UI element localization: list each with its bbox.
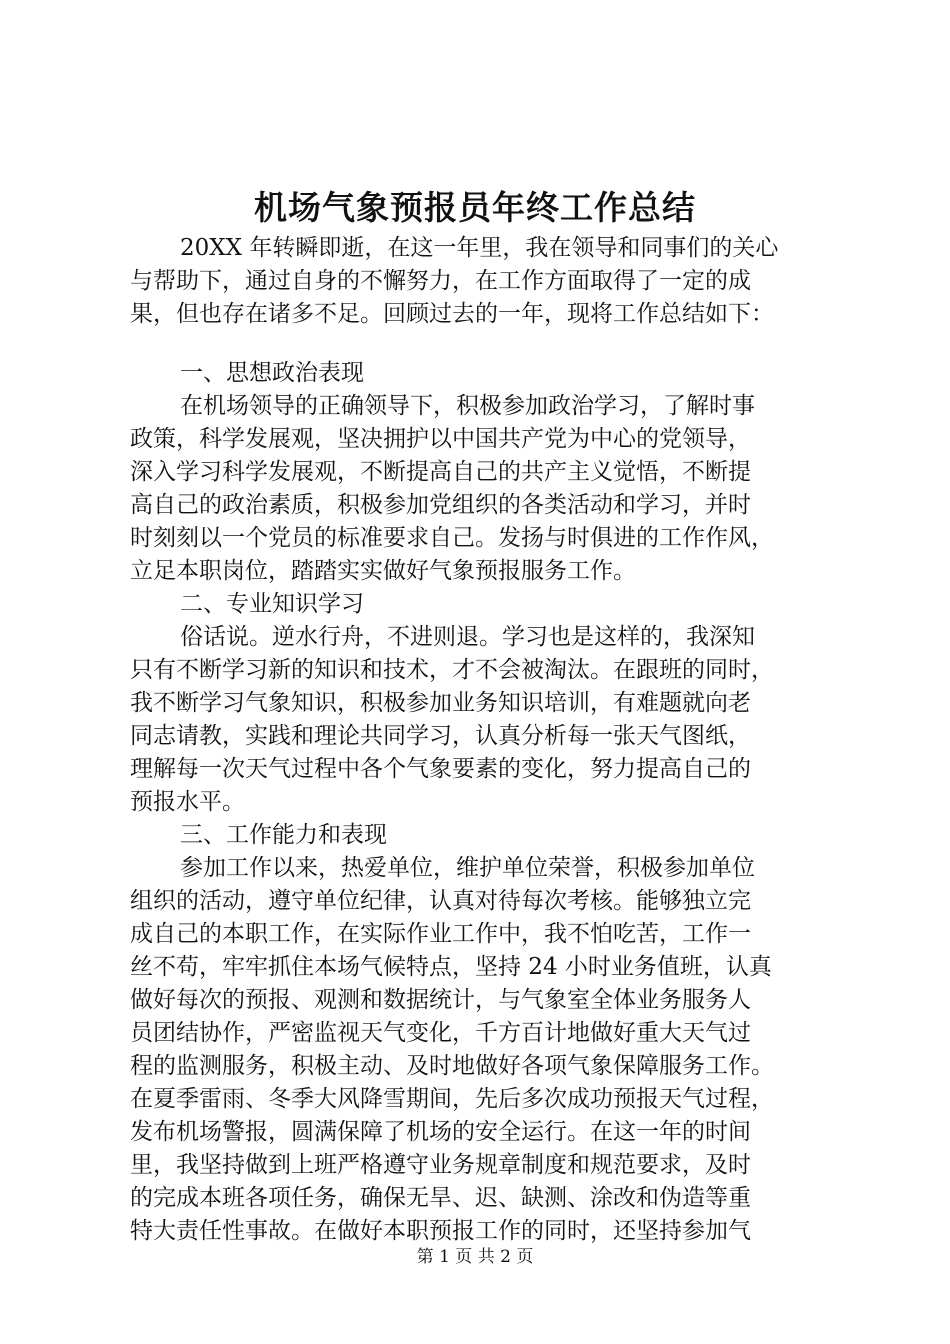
section1-line: 深入学习科学发展观，不断提高自己的共产主义觉悟，不断提: [130, 459, 751, 485]
section2-line: 理解每一次天气过程中各个气象要素的变化，努力提高自己的: [130, 756, 751, 782]
section3-line: 里，我坚持做到上班严格遵守业务规章制度和规范要求，及时: [130, 1152, 751, 1178]
section3-line: 发布机场警报，圆满保障了机场的安全运行。在这一年的时间: [130, 1119, 751, 1145]
section1-line: 高自己的政治素质，积极参加党组织的各类活动和学习，并时: [130, 492, 751, 518]
section3-line: 组织的活动，遵守单位纪律，认真对待每次考核。能够独立完: [130, 888, 751, 914]
section-heading-2: 二、专业知识学习: [180, 591, 364, 617]
section3-line: 特大责任性事故。在做好本职预报工作的同时，还坚持参加气: [130, 1218, 751, 1244]
section3-line: 成自己的本职工作，在实际作业工作中，我不怕吃苦，工作一: [130, 921, 751, 947]
section2-line: 预报水平。: [130, 789, 245, 815]
document-title: 机场气象预报员年终工作总结: [254, 188, 696, 227]
section3-line: 员团结协作，严密监视天气变化，千方百计地做好重大天气过: [130, 1020, 751, 1046]
section2-line: 只有不断学习新的知识和技术，才不会被淘汰。在跟班的同时，: [130, 657, 774, 683]
page-footer: 第 1 页 共 2 页: [416, 1247, 534, 1267]
section1-line: 在机场领导的正确领导下，积极参加政治学习，了解时事: [180, 393, 755, 419]
section-heading-1: 一、思想政治表现: [180, 360, 364, 386]
document-body: [130, 232, 850, 1248]
paragraph-gap: [130, 331, 850, 357]
section1-line: 立足本职岗位，踏踏实实做好气象预报服务工作。: [130, 558, 636, 584]
intro-line: 与帮助下，通过自身的不懈努力，在工作方面取得了一定的成: [130, 268, 751, 294]
section2-line: 我不断学习气象知识，积极参加业务知识培训，有难题就向老: [130, 690, 751, 716]
intro-line: 果，但也存在诸多不足。回顾过去的一年，现将工作总结如下：: [130, 301, 774, 327]
section2-line: 同志请教，实践和理论共同学习，认真分析每一张天气图纸，: [130, 723, 751, 749]
section3-line: 在夏季雷雨、冬季大风降雪期间，先后多次成功预报天气过程，: [130, 1086, 774, 1112]
section3-line: 的完成本班各项任务，确保无旱、迟、缺测、涂改和伪造等重: [130, 1185, 751, 1211]
section3-line: 做好每次的预报、观测和数据统计，与气象室全体业务服务人: [130, 987, 751, 1013]
section1-line: 政策，科学发展观，坚决拥护以中国共产党为中心的党领导，: [130, 426, 751, 452]
intro-line: 20XX 年转瞬即逝，在这一年里，我在领导和同事们的关心: [180, 235, 779, 261]
section1-line: 时刻刻以一个党员的标准要求自己。发扬与时俱进的工作作风，: [130, 525, 774, 551]
section3-line: 程的监测服务，积极主动、及时地做好各项气象保障服务工作。: [130, 1053, 774, 1079]
section-heading-3: 三、工作能力和表现: [180, 822, 387, 848]
section3-line: 参加工作以来，热爱单位，维护单位荣誉，积极参加单位: [180, 855, 755, 881]
section3-line: 丝不苟，牢牢抓住本场气候特点，坚持 24 小时业务值班，认真: [130, 954, 772, 980]
section2-line: 俗话说。逆水行舟，不进则退。学习也是这样的，我深知: [180, 624, 755, 650]
